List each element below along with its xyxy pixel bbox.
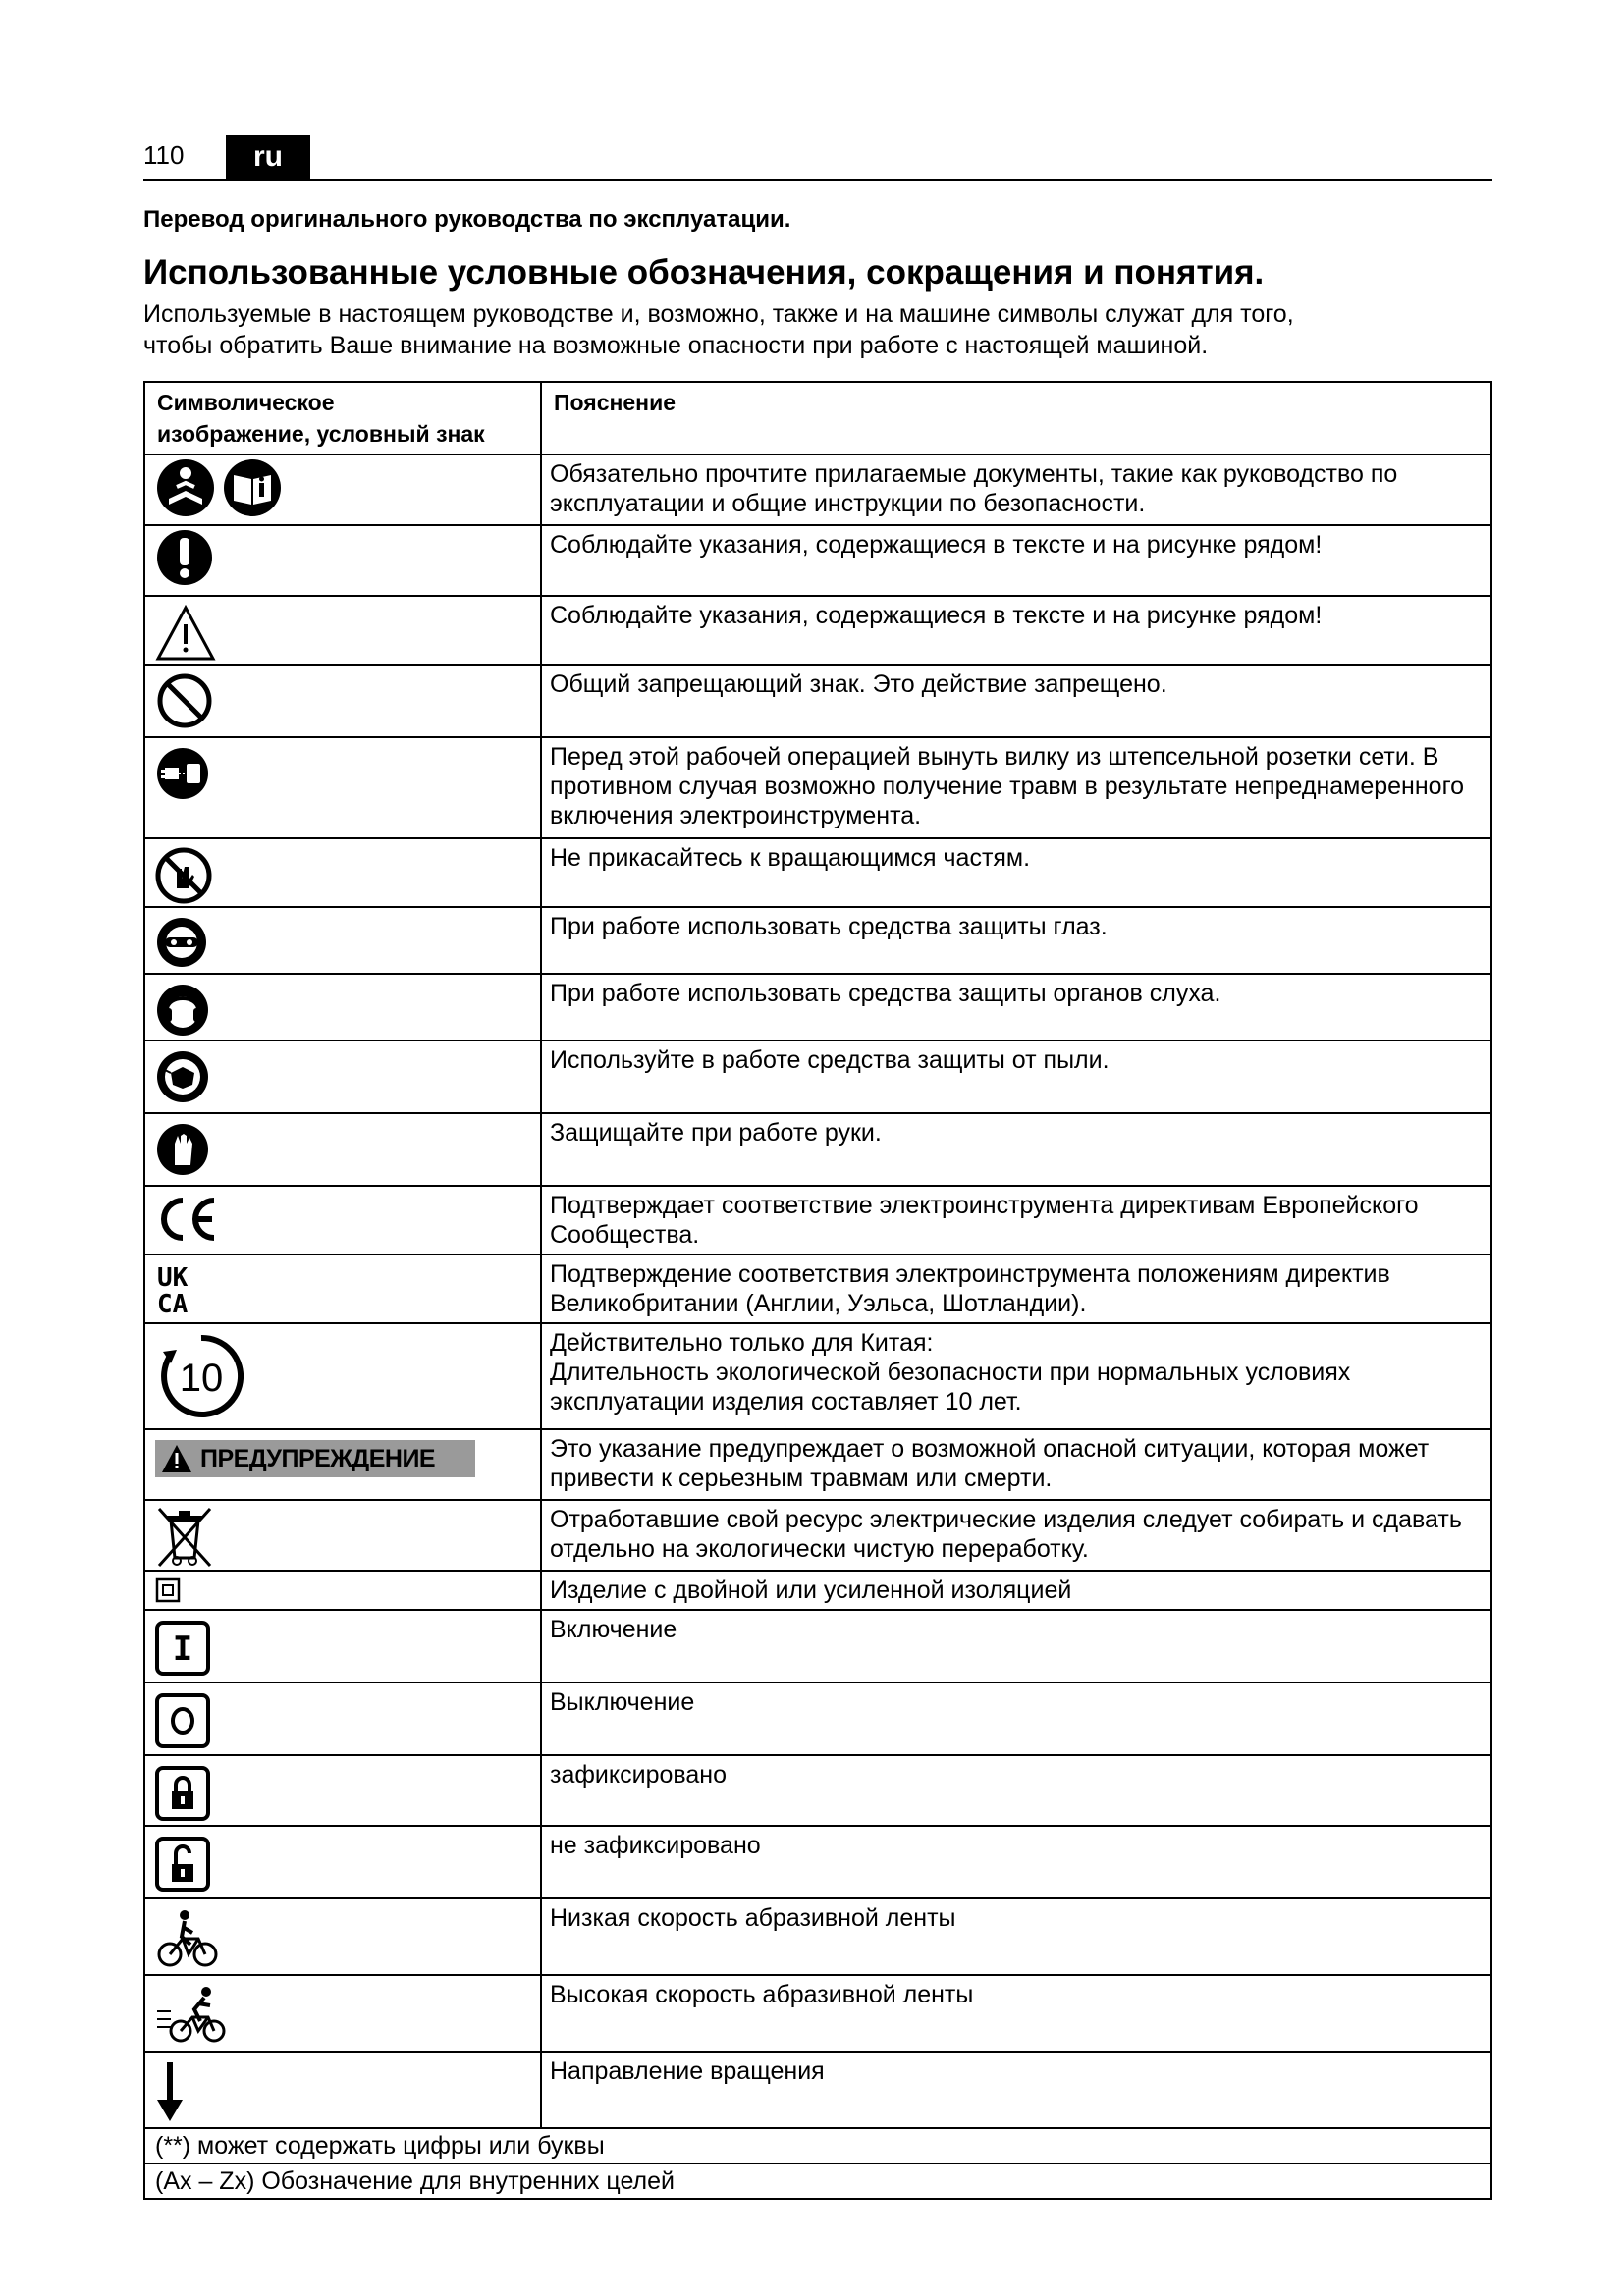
svg-text:CA: CA — [157, 1290, 189, 1316]
intro-line-1: Используемые в настоящем руководстве и, возможно, также и на машине символы служат для того, — [143, 300, 1294, 328]
warning-triangle-icon — [155, 605, 216, 662]
symbol-cell — [144, 1041, 541, 1113]
table-header-row — [144, 382, 1491, 454]
warning-triangle-icon — [161, 1444, 192, 1473]
explanation-cell: Низкая скорость абразивной ленты — [541, 1898, 1491, 1975]
symbol-cell — [144, 665, 541, 737]
svg-text:10: 10 — [179, 1357, 224, 1400]
prohibition-icon — [155, 671, 214, 730]
symbol-cell — [144, 1898, 541, 1975]
explanation-cell: Соблюдайте указания, содержащиеся в тексте и на рисунке рядом! — [541, 525, 1491, 596]
table-row — [144, 1682, 1491, 1755]
gloves-icon — [155, 1122, 210, 1177]
symbol-cell — [144, 1323, 541, 1429]
symbol-cell — [144, 1500, 541, 1571]
symbol-cell — [144, 838, 541, 907]
symbol-cell — [144, 596, 541, 665]
table-row — [144, 525, 1491, 596]
table-row — [144, 1500, 1491, 1571]
explanation-cell: Общий запрещающий знак. Это действие запрещено. — [541, 665, 1491, 737]
table-row — [144, 974, 1491, 1041]
symbol-cell — [144, 1975, 541, 2052]
dust-mask-icon — [155, 1049, 210, 1104]
symbol-cell — [144, 1682, 541, 1755]
table-row — [144, 1826, 1491, 1898]
header-rule — [143, 179, 1492, 181]
warning-label — [155, 1440, 475, 1477]
explanation-cell: Направление вращения — [541, 2052, 1491, 2128]
explanation-cell: не зафиксировано — [541, 1826, 1491, 1898]
symbol-cell — [144, 1186, 541, 1255]
locked-icon — [155, 1766, 210, 1821]
symbol-cell — [144, 1610, 541, 1682]
table-row — [144, 1186, 1491, 1255]
symbol-cell — [144, 1255, 541, 1323]
warning-label-text: ПРЕДУПРЕЖДЕНИЕ — [200, 1444, 436, 1472]
table-row — [144, 1323, 1491, 1429]
page-title: Использованные условные обозначения, сокращения и понятия. — [143, 253, 1265, 292]
note-digits-letters: (**) может содержать цифры или буквы — [144, 2128, 1491, 2163]
symbol-cell — [144, 1826, 541, 1898]
table-note-row — [144, 2128, 1491, 2163]
manual-book-icon — [222, 457, 283, 518]
fast-speed-icon — [155, 1982, 228, 2047]
explanation-cell: Обязательно прочтите прилагаемые документы, такие как руководство по эксплуатации и общие инструкции по безопасности. — [541, 454, 1491, 525]
symbol-cell — [144, 525, 541, 596]
intro-paragraph — [143, 298, 1498, 361]
table-row — [144, 907, 1491, 974]
table-row — [144, 454, 1491, 525]
table-row — [144, 838, 1491, 907]
table-row — [144, 1975, 1491, 2052]
symbols-table — [143, 381, 1492, 2200]
weee-bin-icon — [155, 1505, 214, 1568]
symbol-column-header: Символическое изображение, условный знак — [144, 382, 541, 454]
table-row — [144, 1755, 1491, 1826]
symbol-cell — [144, 1429, 541, 1500]
slow-speed-icon — [155, 1905, 220, 1970]
symbol-cell — [144, 2052, 541, 2128]
svg-text:I: I — [172, 1629, 193, 1669]
table-row — [144, 1113, 1491, 1186]
symbol-cell — [144, 907, 541, 974]
explanation-cell: Защищайте при работе руки. — [541, 1113, 1491, 1186]
exclamation-icon — [155, 528, 214, 587]
symbol-cell — [144, 1755, 541, 1826]
unplug-icon — [155, 746, 210, 801]
table-row — [144, 1255, 1491, 1323]
table-row — [144, 737, 1491, 838]
explanation-cell: Перед этой рабочей операцией вынуть вилку из штепсельной розетки сети. В противном случая возможно получение травм в результате непреднамеренного включения электроинструмента. — [541, 737, 1491, 838]
explanation-cell: Выключение — [541, 1682, 1491, 1755]
explanation-cell: Соблюдайте указания, содержащиеся в тексте и на рисунке рядом! — [541, 596, 1491, 665]
symbol-cell — [144, 454, 541, 525]
svg-text:UK: UK — [157, 1263, 189, 1293]
explanation-cell: Действительно только для Китая: Длительность экологической безопасности при нормальных условиях эксплуатации изделия составляет 10 лет. — [541, 1323, 1491, 1429]
explanation-cell: Отработавшие свой ресурс электрические изделия следует собирать и сдавать отдельно на экологически чистую переработку. — [541, 1500, 1491, 1571]
hearing-protection-icon — [155, 983, 210, 1038]
table-row — [144, 1571, 1491, 1610]
explanation-cell: Это указание предупреждает о возможной опасной ситуации, которая может привести к серьезным травмам или смерти. — [541, 1429, 1491, 1500]
no-touch-rotating-icon — [155, 847, 212, 904]
table-row — [144, 665, 1491, 737]
explanation-cell: Подтверждение соответствия электроинструмента положениям директив Великобритании (Англии, Уэльса, Шотландии). — [541, 1255, 1491, 1323]
ce-mark-icon — [155, 1195, 220, 1244]
page-number: 110 — [143, 140, 185, 170]
symbol-cell — [144, 1571, 541, 1610]
document-subtitle: Перевод оригинального руководства по эксплуатации. — [143, 206, 791, 233]
unlocked-icon — [155, 1837, 210, 1892]
table-row — [144, 1041, 1491, 1113]
rotation-arrow-icon — [155, 2058, 185, 2123]
explanation-cell: зафиксировано — [541, 1755, 1491, 1826]
ukca-mark-icon — [155, 1261, 204, 1316]
read-manual-icon — [155, 457, 216, 518]
explanation-cell: Включение — [541, 1610, 1491, 1682]
explanation-cell: Изделие с двойной или усиленной изоляцией — [541, 1571, 1491, 1610]
symbol-cell — [144, 737, 541, 838]
table-row — [144, 596, 1491, 665]
explanation-cell: При работе использовать средства защиты органов слуха. — [541, 974, 1491, 1041]
explanation-cell: Подтверждает соответствие электроинструмента директивам Европейского Сообщества. — [541, 1186, 1491, 1255]
table-row — [144, 1429, 1491, 1500]
explanation-cell: Высокая скорость абразивной ленты — [541, 1975, 1491, 2052]
explanation-cell: Используйте в работе средства защиты от пыли. — [541, 1041, 1491, 1113]
explanation-column-header: Пояснение — [541, 382, 1491, 454]
note-internal-designation: (Ax – Zx) Обозначение для внутренних целей — [144, 2163, 1491, 2199]
explanation-cell: При работе использовать средства защиты глаз. — [541, 907, 1491, 974]
table-row — [144, 1898, 1491, 1975]
power-on-icon — [155, 1621, 210, 1676]
symbol-cell — [144, 974, 541, 1041]
language-badge: ru — [226, 135, 310, 179]
eye-protection-icon — [155, 916, 208, 969]
explanation-cell: Не прикасайтесь к вращающимся частям. — [541, 838, 1491, 907]
table-note-row — [144, 2163, 1491, 2199]
symbol-cell — [144, 1113, 541, 1186]
intro-line-2: чтобы обратить Ваше внимание на возможные опасности при работе с настоящей машиной. — [143, 332, 1209, 359]
table-row — [144, 2052, 1491, 2128]
china-efup-10-icon — [155, 1330, 247, 1422]
double-insulation-icon — [155, 1577, 181, 1603]
power-off-icon — [155, 1693, 210, 1748]
table-row — [144, 1610, 1491, 1682]
